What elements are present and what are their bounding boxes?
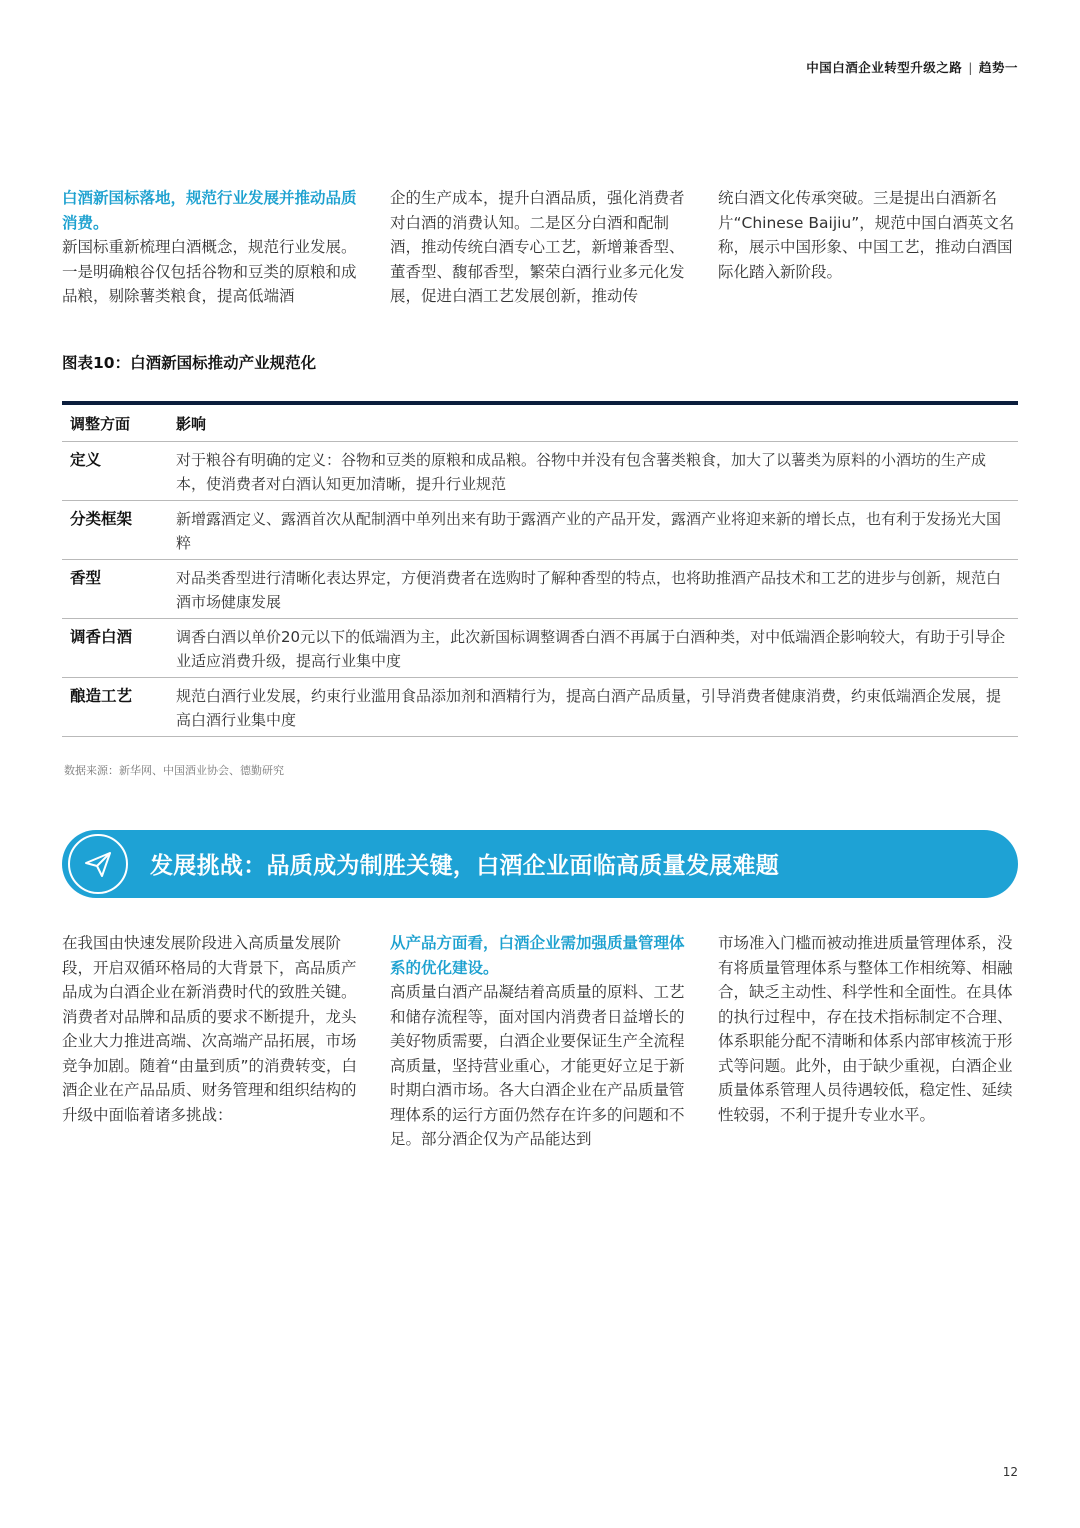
challenge-column-3 bbox=[718, 931, 1018, 1152]
challenge-column-1 bbox=[62, 931, 362, 1152]
challenge-columns bbox=[62, 931, 1018, 1152]
intro-column-2 bbox=[390, 186, 690, 309]
intro-text-3: 统白酒文化传承突破。三是提出白酒新名片“Chinese Baijiu”，规范中国白酒英文名称，展示中国形象、中国工艺，推动白酒国际化踏入新阶段。 bbox=[718, 189, 1015, 281]
challenge-column-2 bbox=[390, 931, 690, 1152]
table-row bbox=[62, 678, 1018, 737]
row-aspect: 分类框架 bbox=[62, 501, 168, 560]
paper-plane-icon bbox=[68, 834, 128, 894]
row-impact: 对品类香型进行清晰化表达界定，方便消费者在选购时了解种香型的特点，也将助推酒产品技术和工艺的进步与创新，规范白酒市场健康发展 bbox=[168, 560, 1018, 619]
figure-title: 图表10：白酒新国标推动产业规范化 bbox=[62, 354, 317, 372]
running-header bbox=[806, 58, 1018, 76]
intro-columns bbox=[62, 186, 1018, 309]
challenge-text-2: 高质量白酒产品凝结着高质量的原料、工艺和储存流程等，面对国内消费者日益增长的美好物质需要，白酒企业要保证生产全流程高质量，坚持营业重心，才能更好立足于新时期白酒市场。各大白酒企业在产品质量管理体系的运行方面仍然存在许多的问题和不足。部分酒企仅为产品能达到 bbox=[390, 983, 685, 1148]
row-impact: 规范白酒行业发展，约束行业滥用食品添加剂和酒精行为，提高白酒产品质量，引导消费者健康消费，约束低端酒企发展，提高白酒行业集中度 bbox=[168, 678, 1018, 737]
section-banner bbox=[62, 830, 1018, 898]
challenge-lead: 从产品方面看，白酒企业需加强质量管理体系的优化建设。 bbox=[390, 934, 685, 977]
intro-text-1: 新国标重新梳理白酒概念，规范行业发展。一是明确粮谷仅包括谷物和豆类的原粮和成品粮，剔除薯类粮食，提高低端酒 bbox=[62, 238, 357, 305]
intro-column-1 bbox=[62, 186, 362, 309]
table-header-aspect: 调整方面 bbox=[62, 403, 168, 442]
row-aspect: 调香白酒 bbox=[62, 619, 168, 678]
banner-title: 发展挑战：品质成为制胜关键，白酒企业面临高质量发展难题 bbox=[150, 853, 780, 879]
table-row bbox=[62, 560, 1018, 619]
intro-text-2: 企的生产成本，提升白酒品质，强化消费者对白酒的消费认知。二是区分白酒和配制酒，推动传统白酒专心工艺，新增兼香型、董香型、馥郁香型，繁荣白酒行业多元化发展，促进白酒工艺发展创新，推动传 bbox=[390, 189, 685, 305]
row-impact: 对于粮谷有明确的定义：谷物和豆类的原粮和成品粮。谷物中并没有包含薯类粮食，加大了以薯类为原料的小酒坊的生产成本，使消费者对白酒认知更加清晰，提升行业规范 bbox=[168, 442, 1018, 501]
row-impact: 新增露酒定义、露酒首次从配制酒中单列出来有助于露酒产业的产品开发，露酒产业将迎来新的增长点，也有利于发扬光大国粹 bbox=[168, 501, 1018, 560]
table-row bbox=[62, 501, 1018, 560]
intro-column-3 bbox=[718, 186, 1018, 309]
standards-table bbox=[62, 401, 1018, 737]
table-header-row bbox=[62, 403, 1018, 442]
table-row bbox=[62, 619, 1018, 678]
row-aspect: 定义 bbox=[62, 442, 168, 501]
header-separator: | bbox=[968, 60, 973, 75]
challenge-text-3: 市场准入门槛而被动推进质量管理体系，没有将质量管理体系与整体工作相统筹、相融合，缺乏主动性、科学性和全面性。在具体的执行过程中，存在技术指标制定不合理、体系职能分配不清晰和体系内部审核流于形式等问题。此外，由于缺少重视，白酒企业质量体系管理人员待遇较低，稳定性、延续性较弱，不利于提升专业水平。 bbox=[718, 934, 1013, 1124]
row-aspect: 酿造工艺 bbox=[62, 678, 168, 737]
row-aspect: 香型 bbox=[62, 560, 168, 619]
page-number: 12 bbox=[1002, 1465, 1018, 1479]
intro-lead: 白酒新国标落地，规范行业发展并推动品质消费。 bbox=[62, 189, 357, 232]
header-section: 趋势一 bbox=[978, 60, 1018, 75]
table-header-impact: 影响 bbox=[168, 403, 1018, 442]
challenge-text-1: 在我国由快速发展阶段进入高质量发展阶段，开启双循环格局的大背景下，高品质产品成为白酒企业在新消费时代的致胜关键。消费者对品牌和品质的要求不断提升，龙头企业大力推进高端、次高端产品拓展，市场竞争加剧。随着“由量到质”的消费转变，白酒企业在产品品质、财务管理和组织结构的升级中面临着诸多挑战： bbox=[62, 934, 358, 1124]
table-row bbox=[62, 442, 1018, 501]
data-source: 数据来源：新华网、中国酒业协会、德勤研究 bbox=[64, 764, 284, 777]
header-title: 中国白酒企业转型升级之路 bbox=[806, 60, 963, 75]
row-impact: 调香白酒以单价20元以下的低端酒为主，此次新国标调整调香白酒不再属于白酒种类，对中低端酒企影响较大，有助于引导企业适应消费升级，提高行业集中度 bbox=[168, 619, 1018, 678]
